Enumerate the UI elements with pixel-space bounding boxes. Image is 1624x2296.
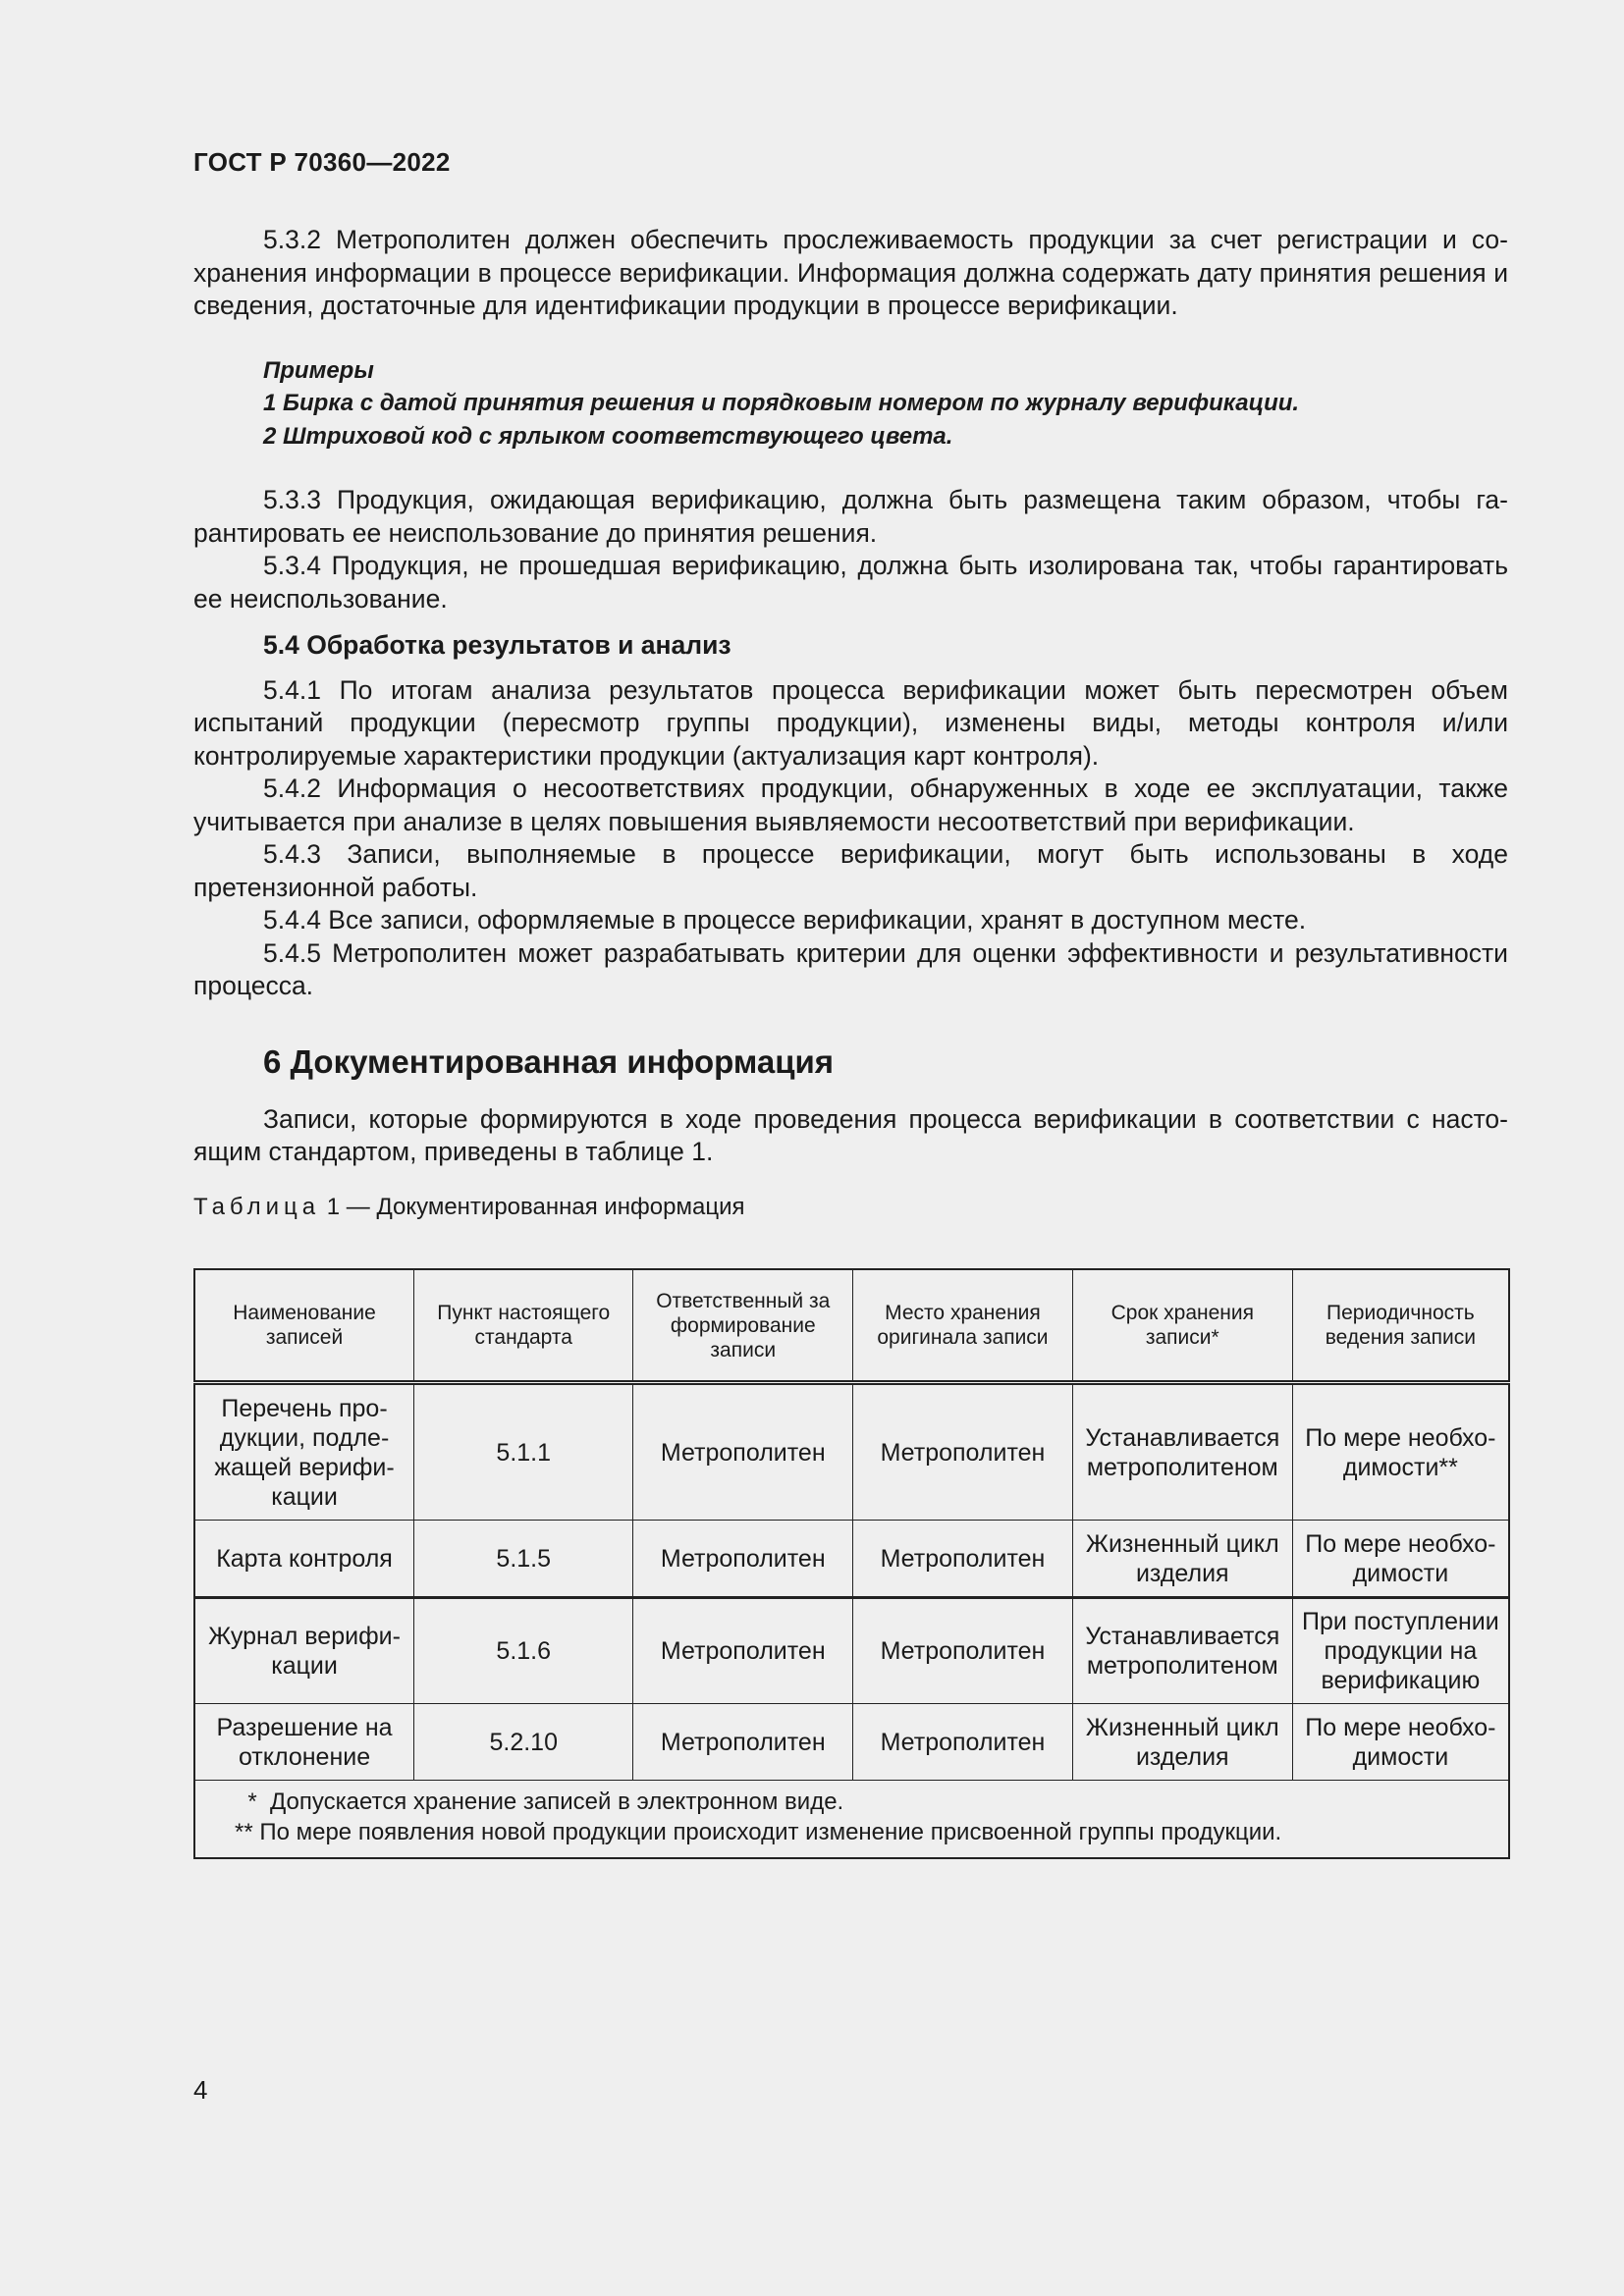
paragraph-5-4-4: 5.4.4 Все записи, оформляемые в процессе верификации, хранят в доступном месте. (263, 905, 1307, 934)
table-caption (193, 1191, 1508, 1224)
table-cell: 5.1.6 (414, 1598, 633, 1704)
table-cell: Жизненный цикл изделия (1072, 1521, 1292, 1598)
table-note: * Допускается хранение записей в электронном виде. (235, 1789, 844, 1815)
table-cell: Метрополитен (853, 1598, 1073, 1704)
example-item: 2 Штриховой код с ярлыком соответствующего цвета. (263, 422, 953, 450)
table-cell: Метрополитен (633, 1704, 853, 1781)
paragraph-5-3-4: 5.3.4 Продукция, не прошедшая верификацию, должна быть изолирована так, чтобы гарантировать ее неиспользование. (193, 551, 1508, 614)
table-caption-prefix: Таблица (193, 1193, 321, 1220)
document-body (193, 224, 1508, 1859)
table-cell: Метрополитен (633, 1521, 853, 1598)
table-cell: Перечень продукции, подлежащей верификации (194, 1383, 414, 1521)
header-cell: Место хранения оригинала записи (853, 1269, 1073, 1383)
table-row (194, 1383, 1509, 1521)
table-cell: 5.1.5 (414, 1521, 633, 1598)
table-cell: Карта контроля (194, 1521, 414, 1598)
table-cell: 5.1.1 (414, 1383, 633, 1521)
header-cell: Срок хранения записи* (1072, 1269, 1292, 1383)
table-cell: Журнал верификации (194, 1598, 414, 1704)
example-item: 1 Бирка с датой принятия решения и порядковым номером по журналу верификации. (263, 390, 1300, 416)
table-cell: Устанавливается метрополитеном (1072, 1383, 1292, 1521)
examples-title: Примеры (263, 356, 374, 384)
table-header-row (194, 1269, 1509, 1383)
table-row (194, 1598, 1509, 1704)
records-table (193, 1268, 1510, 1859)
table-cell: Жизненный цикл изделия (1072, 1704, 1292, 1781)
table-note: ** По мере появления новой продукции происходит изменение присвоенной группы продукции. (235, 1819, 1282, 1845)
table-cell: Разрешение на отклонение (194, 1704, 414, 1781)
header-cell: Ответственный за формирование записи (633, 1269, 853, 1383)
table-cell: По мере необходимости (1292, 1521, 1509, 1598)
header-cell: Периодичность ведения записи (1292, 1269, 1509, 1383)
table-cell: При поступлении продукции на верификацию (1292, 1598, 1509, 1704)
table-notes-row (194, 1781, 1509, 1859)
paragraph-section-6: Записи, которые формируются в ходе проведения процесса верификации в соответствии с настоящим стандартом, приведены в таблице 1. (193, 1103, 1508, 1166)
subsection-heading: 5.4 Обработка результатов и анализ (263, 630, 731, 660)
table-row (194, 1704, 1509, 1781)
table-cell: Метрополитен (633, 1598, 853, 1704)
paragraph-5-3-3: 5.3.3 Продукция, ожидающая верификацию, должна быть размещена таким образом, чтобы гарантировать ее неиспользование до принятия решения. (193, 485, 1508, 548)
paragraph-5-4-5: 5.4.5 Метрополитен может разрабатывать критерии для оценки эффективности и результативности процесса. (193, 937, 1508, 1000)
table-cell: Метрополитен (853, 1521, 1073, 1598)
table-row (194, 1521, 1509, 1598)
examples-block (263, 354, 1508, 454)
table-notes (194, 1781, 1509, 1859)
table-cell: По мере необходимости** (1292, 1383, 1509, 1521)
table-cell: 5.2.10 (414, 1704, 633, 1781)
header-cell: Наименование записей (194, 1269, 414, 1383)
header-cell: Пункт настоящего стандарта (414, 1269, 633, 1383)
section-heading: 6 Документированная информация (263, 1042, 835, 1080)
document-code: ГОСТ Р 70360—2022 (193, 147, 451, 177)
paragraph-5-3-2: 5.3.2 Метрополитен должен обеспечить прослеживаемость продукции за счет регистрации и сохранения информации в процессе верификации. Информация должна содержать дату принятия решения и сведения, достаточные для идентификации продукции в процессе верификации. (193, 225, 1508, 320)
paragraph-5-4-2: 5.4.2 Информация о несоответствиях продукции, обнаруженных в ходе ее эксплуатации, также учитывается при анализе в целях повышения выявляемости несоответствий при верификации. (193, 774, 1508, 836)
table-caption-title: 1 — Документированная информация (320, 1193, 745, 1220)
table-cell: Метрополитен (633, 1383, 853, 1521)
table-cell: Метрополитен (853, 1383, 1073, 1521)
page-number: 4 (193, 2075, 208, 2105)
table-cell: Метрополитен (853, 1704, 1073, 1781)
paragraph-5-4-3: 5.4.3 Записи, выполняемые в процессе верификации, могут быть использованы в ходе претензионной работы. (193, 839, 1508, 902)
table-cell: По мере необходимости (1292, 1704, 1509, 1781)
table-cell: Устанавливается метрополитеном (1072, 1598, 1292, 1704)
paragraph-5-4-1: 5.4.1 По итогам анализа результатов процесса верификации может быть пересмотрен объем испытаний продукции (пересмотр группы продукции), изменены виды, методы контроля и/или контролируемые характеристики продукции (актуализация карт контроля). (193, 674, 1508, 771)
